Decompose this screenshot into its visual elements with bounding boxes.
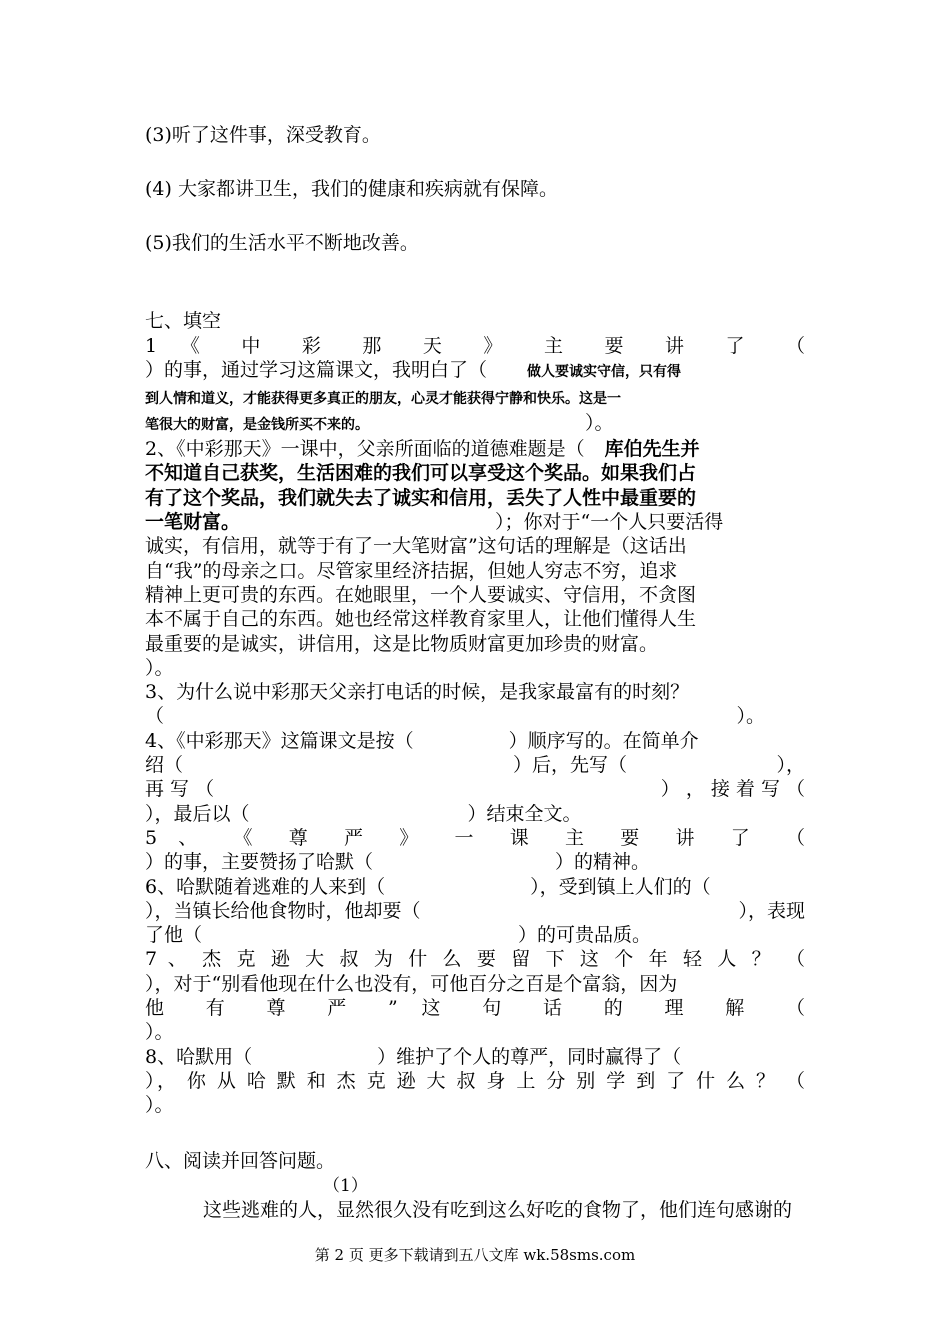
q8-line3: ）。 — [145, 1094, 174, 1117]
q4-line4: ），最后以（ ）结束全文。 — [145, 802, 582, 825]
sentence-4: (4) 大家都讲卫生，我们的健康和疾病就有保障。 — [145, 178, 558, 200]
q1-answer-part3: 笔很大的财富，是金钱所买不来的。 — [145, 416, 369, 433]
q6-line2: ），当镇长给他食物时，他却要（ ），表现 — [145, 899, 805, 922]
q1-line3 — [145, 385, 805, 411]
sentence-5: (5)我们的生活水平不断地改善。 — [145, 232, 419, 254]
q2-answer-part2: 不知道自己获奖，生活困难的我们可以享受这个奖品。如果我们占 — [145, 462, 697, 485]
q2-line5: 诚实，有信用，就等于有了一大笔财富”这句话的理解是（这话出 — [145, 535, 687, 558]
q1-line4: 笔很大的财富，是金钱所买不来的。 ）。 — [145, 411, 614, 434]
q2-line1: 2、《中彩那天》一课中，父亲所面临的道德难题是（ 库伯先生并 — [145, 438, 700, 461]
q2-line4: 一笔财富。 ）；你对于“一个人只要活得 — [145, 511, 724, 534]
q3-line2: （ ）。 — [145, 705, 765, 728]
q7-line3: 他 有 尊 严 ” 这 句 话 的 理 解 （ — [145, 997, 805, 1020]
q5-line1: 5 、 《 尊 严 》 一 课 主 要 讲 了 （ — [145, 826, 805, 849]
q3-line1: 3、为什么说中彩那天父亲打电话的时候，是我家最富有的时刻？ — [145, 681, 690, 704]
q4-line1: 4、《中彩那天》这篇课文是按（ ）顺序写的。在简单介 — [145, 729, 699, 752]
q6-line1: 6、哈默随着逃难的人来到（ ），受到镇上人们的（ — [145, 875, 711, 898]
page-footer: 第 2 页 更多下载请到五八文库 wk.58sms.com — [314, 1246, 636, 1264]
section-7-heading: 七、填空 — [145, 310, 222, 332]
q2-line10: ）。 — [145, 656, 174, 679]
page-content — [145, 118, 805, 1222]
q2-answer-part4: 一笔财富。 — [145, 511, 241, 534]
q7-line4: ）。 — [145, 1021, 174, 1044]
q1-answer-part2: 到人情和道义，才能获得更多真正的朋友，心灵才能获得宁静和快乐。这是一 — [145, 390, 621, 407]
reading-subheading: （1） — [323, 1175, 368, 1196]
q2-answer-part3: 有了这个奖品，我们就失去了诚实和信用，丢失了人性中最重要的 — [145, 486, 697, 509]
q2-line6: 自“我”的母亲之口。尽管家里经济拮据，但她人穷志不穷，追求 — [145, 559, 678, 582]
q6-line3: 了他（ ）的可贵品质。 — [145, 924, 652, 947]
q2-line7: 精神上更可贵的东西。在她眼里，一个人要诚实、守信用，不贪图 — [145, 583, 697, 606]
q7-line1: 7 、 杰 克 逊 大 叔 为 什 么 要 留 下 这 个 年 轻 人 ？ （ — [145, 948, 805, 971]
section-8-heading: 八、阅读并回答问题。 — [145, 1149, 336, 1172]
q1-answer-part1: 做人要诚实守信，只有得 — [527, 364, 682, 381]
q2-line8: 本不属于自己的东西。她也经常这样教育家里人，让他们懂得人生 — [145, 608, 697, 631]
q4-line3: 再 写 （ ） ， 接 着 写 （ — [145, 778, 805, 801]
q2-line9: 最重要的是诚实，讲信用，这是比物质财富更加珍贵的财富。 — [145, 632, 659, 655]
reading-paragraph: 这些逃难的人，显然很久没有吃到这么好吃的食物了，他们连句感谢的 — [203, 1198, 793, 1221]
sentence-3: (3)听了这件事，深受教育。 — [145, 124, 381, 146]
q4-line2: 绍（ ）后，先写（ ）， — [145, 754, 805, 777]
q8-line1: 8、哈默用（ ）维护了个人的尊严，同时赢得了（ — [145, 1045, 682, 1068]
q5-line2: ）的事，主要赞扬了哈默（ ）的精神。 — [145, 851, 651, 874]
q1-line1: 1 《 中 彩 那 天 》 主 要 讲 了 （ — [145, 335, 805, 357]
q7-line2: ），对于“别看他现在什么也没有，可他百分之百是个富翁，因为 — [145, 972, 678, 995]
q1-line2: ）的事，通过学习这篇课文，我明白了（ 做人要诚实守信，只有得 — [145, 359, 682, 382]
q8-line2: ）， 你 从 哈 默 和 杰 克 逊 大 叔 身 上 分 别 学 到 了 什 么 ？ （ — [145, 1069, 805, 1092]
q2-answer-part1: 库伯先生并 — [604, 438, 700, 461]
